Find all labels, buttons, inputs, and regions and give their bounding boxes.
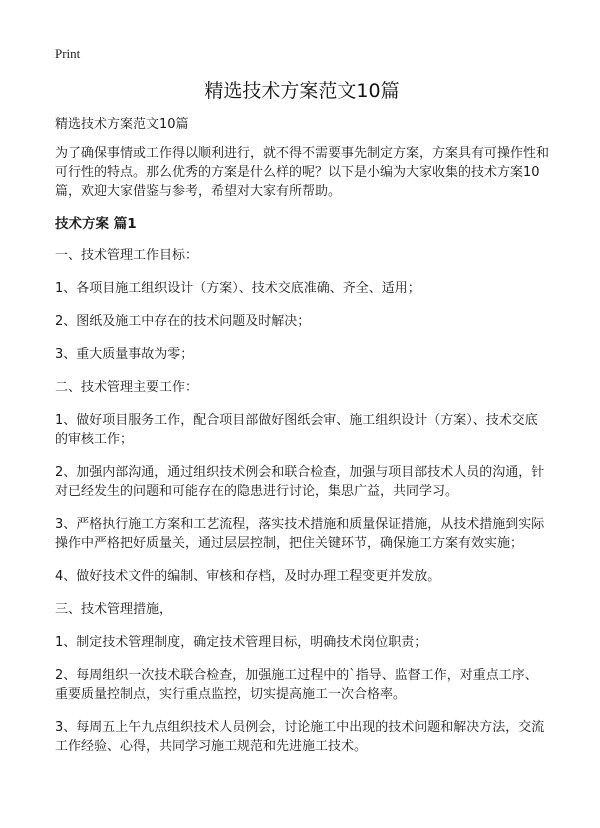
list-item: 4、做好技术文件的编制、审核和存档，及时办理工程变更并发放。 <box>55 569 441 584</box>
list-item: 一、技术管理工作目标： <box>55 248 199 263</box>
intro-paragraph: 为了确保事情或工作得以顺利进行，就不得不需要事先制定方案，方案具有可操作性和可行性的特点。那么优秀的方案是什么样的呢？以下是小编为大家收集的技术方案10篇，欢迎大家借鉴与参考，希望对大家有所帮助。 <box>55 146 550 199</box>
section-heading: 技术方案 篇1 <box>55 216 137 232</box>
list-item: 3、每周五上午九点组织技术人员例会，讨论施工中出现的技术问题和解决方法，交流工作经验、心得，共同学习施工规范和先进施工技术。 <box>55 720 545 754</box>
list-item: 2、图纸及施工中存在的技术问题及时解决； <box>55 314 311 329</box>
list-item: 2、加强内部沟通，通过组织技术例会和联合检查，加强与项目部技术人员的沟通，针对已经发生的问题和可能存在的隐患进行讨论，集思广益，共同学习。 <box>55 465 545 499</box>
print-link[interactable]: Print <box>55 46 81 61</box>
document-subtitle: 精选技术方案范文10篇 <box>55 117 189 132</box>
list-item: 1、做好项目服务工作，配合项目部做好图纸会审、施工组织设计（方案）、技术交底的审核工作； <box>55 413 538 447</box>
list-item: 3、严格执行施工方案和工艺流程，落实技术措施和质量保证措施，从技术措施到实际操作中严格把好质量关，通过层层控制，把住关键环节，确保施工方案有效实施； <box>55 517 545 551</box>
document-body <box>55 78 549 770</box>
list-item: 二、技术管理主要工作： <box>55 380 199 395</box>
list-item: 三、技术管理措施， <box>55 602 173 617</box>
list-item: 3、重大质量事故为零； <box>55 347 194 362</box>
document-title: 精选技术方案范文10篇 <box>204 80 400 102</box>
list-item: 2、每周组织一次技术联合检查，加强施工过程中的`指导、监督工作，对重点工序、重要质量控制点，实行重点监控，切实提高施工一次合格率。 <box>55 668 538 702</box>
list-item: 1、制定技术管理制度，确定技术管理目标，明确技术岗位职责； <box>55 635 428 650</box>
list-item: 1、各项目施工组织设计（方案）、技术交底准确、齐全、适用； <box>55 281 421 296</box>
